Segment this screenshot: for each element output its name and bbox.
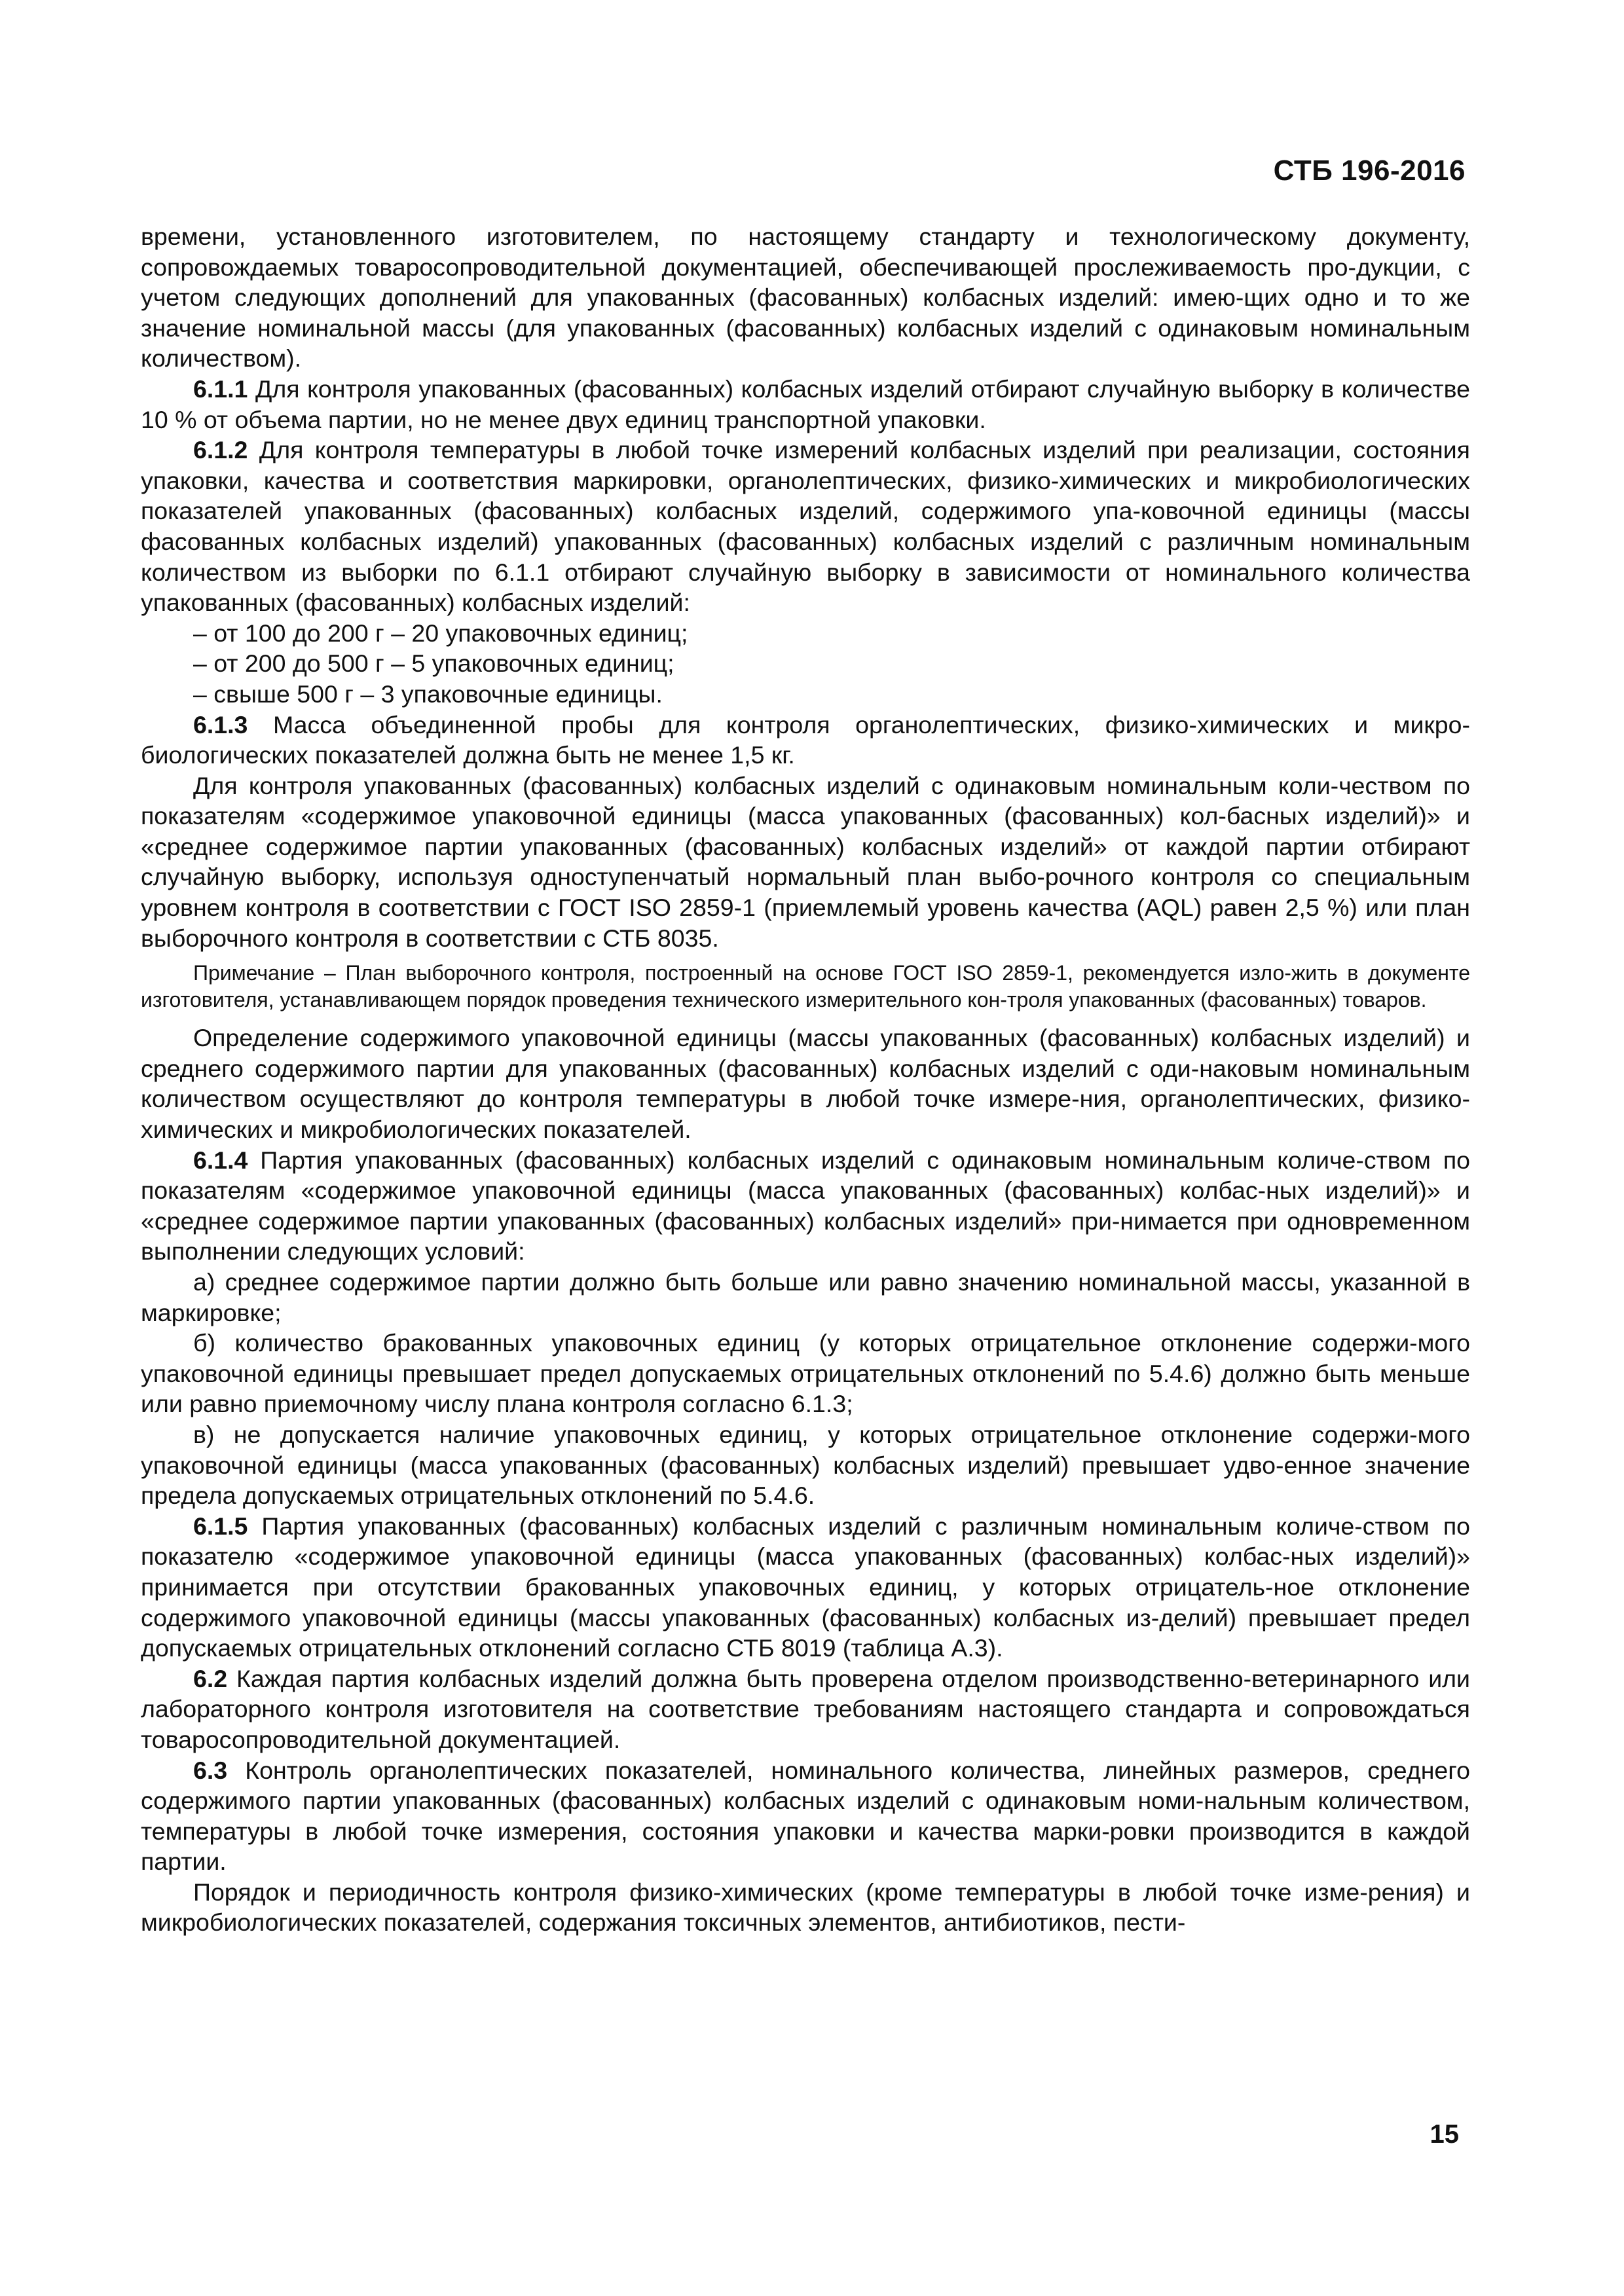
clause-number: 6.1.1 [193,374,248,403]
list-item-text: – от 100 до 200 г – 20 упаковочных единиц; [193,619,688,647]
paragraph-text: Порядок и периодичность контроля физико-химических (кроме температуры в любой точке изме-рения) и микробиологических показателей, содержания токсичных элементов, антибиотиков, пести- [141,1878,1470,1937]
condition-b [141,1328,1470,1419]
paragraph-text: Каждая партия колбасных изделий должна быть проверена отделом производственно-ветеринарного или лабораторного контроля изготовителя на соответствие требованиям настоящего стандарта и сопровождаться товаросопроводительной документацией. [141,1664,1470,1753]
clause-number: 6.2 [193,1664,228,1692]
clause-6-1-1 [141,374,1470,435]
clause-6-1-4 [141,1145,1470,1267]
paragraph-text: времени, установленного изготовителем, по настоящему стандарту и технологическому документу, сопровождаемых товаросопроводительной документацией, обеспечивающей прослеживаемость про-дукции, с учетом следующих дополнений для упакованных (фасованных) колбасных изделий: имею-щих одно и то же значение номинальной массы (для упакованных (фасованных) колбасных изделий с одинаковым номинальным количеством). [141,223,1470,373]
paragraph [141,1877,1470,1938]
list-item-text: – свыше 500 г – 3 упаковочные единицы. [193,680,663,708]
clause-6-1-3 [141,710,1470,771]
paragraph-text: б) количество бракованных упаковочных единиц (у которых отрицательное отклонение содержи-мого упаковочной единицы превышает предел допускаемых отрицательных отклонений по 5.4.6) должно быть меньше или равно приемочному числу плана контроля согласно 6.1.3; [141,1329,1470,1418]
paragraph-text: Масса объединенной пробы для контроля органолептических, физико-химических и микро-биологических показателей должна быть не менее 1,5 кг. [141,710,1470,769]
condition-c [141,1419,1470,1511]
paragraph-text: а) среднее содержимое партии должно быть больше или равно значению номинальной массы, указанной в маркировке; [141,1268,1470,1326]
clause-number: 6.1.3 [193,710,248,738]
paragraph-text: Для контроля упакованных (фасованных) колбасных изделий с одинаковым номинальным коли-чеством по показателям «содержимое упаковочной единицы (масса упакованных (фасованных) кол-басных изделий)» и «среднее содержимое партии упакованных (фасованных) колбасных изделий» от каждой партии отбирают случайную выборку, используя одноступенчатый нормальный план выбо-рочного контроля со специальным уровнем контроля в соответствии с ГОСТ ISO 2859-1 (приемлемый уровень качества (AQL) равен 2,5 %) или план выборочного контроля в соответствии с СТБ 8035. [141,771,1470,952]
clause-number: 6.1.4 [193,1146,248,1174]
clause-6-3 [141,1755,1470,1877]
paragraph-text: Определение содержимого упаковочной единицы (массы упакованных (фасованных) колбасных изделий) и среднего содержимого партии для упакованных (фасованных) колбасных изделий с оди-наковым номинальным количеством осуществляют до контроля температуры в любой точке измере-ния, органолептических, физико-химических и микробиологических показателей. [141,1024,1470,1144]
paragraph [141,771,1470,954]
note [141,960,1470,1013]
paragraph-text: Партия упакованных (фасованных) колбасных изделий с одинаковым номинальным количе-ством по показателям «содержимое упаковочной единицы (масса упакованных (фасованных) колбас-ных изделий)» и «среднее содержимое партии упакованных (фасованных) колбасных изделий» при-нимается при одновременном выполнении следующих условий: [141,1146,1470,1266]
page-number: 15 [1430,2120,1459,2149]
paragraph-text: в) не допускается наличие упаковочных единиц, у которых отрицательное отклонение содержи-мого упаковочной единицы (масса упакованных (фасованных) колбасных изделий) превышает удво-енное значение предела допускаемых отрицательных отклонений по 5.4.6. [141,1420,1470,1510]
document-code: СТБ 196-2016 [1273,155,1466,187]
clause-6-1-2 [141,435,1470,618]
paragraph-continuation [141,221,1470,374]
clause-number: 6.1.2 [193,436,248,464]
clause-6-1-5 [141,1511,1470,1664]
list-item-text: – от 200 до 500 г – 5 упаковочных единиц; [193,649,674,678]
condition-a [141,1267,1470,1328]
paragraph-text: Партия упакованных (фасованных) колбасных изделий с различным номинальным количе-ством по показателю «содержимое упаковочной единицы (масса упакованных (фасованных) колбас-ных изделий)» принимается при отсутствии бракованных упаковочных единиц, у которых отрицатель-ное отклонение содержимого упаковочной единицы (массы упакованных (фасованных) колбасных из-делий) превышает предел допускаемых отрицательных отклонений согласно СТБ 8019 (таблица А.3). [141,1512,1470,1662]
list-item [141,679,1470,710]
note-text: Примечание – План выборочного контроля, построенный на основе ГОСТ ISO 2859-1, рекомендуется изло-жить в документе изготовителя, устанавливающем порядок проведения технического измерительного кон-троля упакованных (фасованных) товаров. [141,961,1470,1012]
clause-6-2 [141,1664,1470,1755]
paragraph-text: Для контроля температуры в любой точке измерений колбасных изделий при реализации, состояния упаковки, качества и соответствия маркировки, органолептических, физико-химических и микробиологических показателей упакованных (фасованных) колбасных изделий, содержимого упа-ковочной единицы (массы фасованных колбасных изделий) упакованных (фасованных) колбасных изделий с различным номинальным количеством из выборки по 6.1.1 отбирают случайную выборку в зависимости от номинального количества упакованных (фасованных) колбасных изделий: [141,436,1470,617]
document-body [141,221,1470,1938]
paragraph [141,1023,1470,1144]
clause-number: 6.3 [193,1756,228,1784]
list-item [141,648,1470,679]
list-item [141,618,1470,649]
paragraph-text: Для контроля упакованных (фасованных) колбасных изделий отбирают случайную выборку в количестве 10 % от объема партии, но не менее двух единиц транспортной упаковки. [141,374,1470,433]
clause-number: 6.1.5 [193,1512,248,1540]
paragraph-text: Контроль органолептических показателей, номинального количества, линейных размеров, среднего содержимого партии упакованных (фасованных) колбасных изделий с одинаковым номи-нальным количеством, температуры в любой точке измерения, состояния упаковки и качества марки-ровки производится в каждой партии. [141,1756,1470,1876]
